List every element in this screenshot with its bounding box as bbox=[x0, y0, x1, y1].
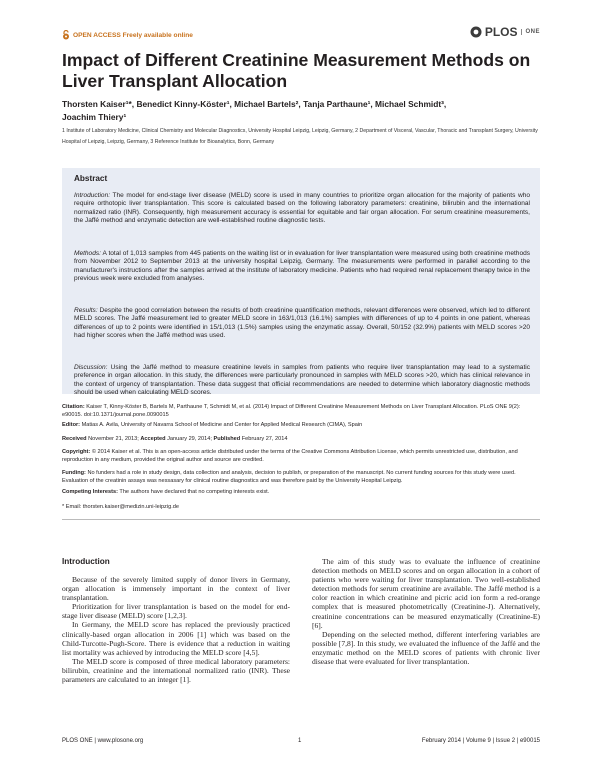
plos-logo-icon bbox=[470, 26, 482, 38]
intro-paragraph: Prioritization for liver transplantation is based on the model for end-stage liver disease (MELD) score [1,2,3]. bbox=[62, 602, 290, 621]
funding-text: No funders had a role in study design, data collection and analysis, decision to publish, or preparation of the manuscript. No current funding sources for this study were used. Evaluation of the creatinin assays was nessasary for clinical routine diagnostics and was therefore paid by the University Hospital Leipzig. bbox=[62, 470, 516, 484]
open-access-banner bbox=[62, 30, 193, 40]
open-lock-icon bbox=[62, 30, 70, 40]
intro-paragraph: Depending on the selected method, different interfering variables are possible [7,8]. In this study, we evaluated the influence of the Jaffé and the enzymatic method on the MELD scores of patients with chronic liver disease that were evaluated for liver transplantation. bbox=[312, 629, 540, 667]
abstract-results bbox=[74, 307, 530, 341]
copyright-text: © 2014 Kaiser et al. This is an open-access article distributed under the terms of the Creative Commons Attribution License, which permits unrestricted use, distribution, and reproduction in any medium, provided the original author and source are credited. bbox=[62, 449, 518, 463]
left-column bbox=[62, 575, 290, 684]
competing-interests bbox=[62, 489, 540, 497]
citation bbox=[62, 404, 540, 419]
abstract-results-label: Results: bbox=[74, 307, 98, 314]
abstract-methods-text: A total of 1,013 samples from 445 patients on the waiting list or in evaluation for liver transplantation were measured using both creatinine methods from November 2012 to September 2013 at the university hospital Leipzig, Germany. The measurements were performed in parallel according to the manufacturer's instructions after the samples arrived at the institute of laboratory medicine. Patients who had required renal replacement therapy twice in the previous week were excluded from analyses. bbox=[74, 250, 530, 283]
author-list bbox=[62, 98, 542, 124]
abstract-discussion-label: Discussion: bbox=[74, 364, 108, 371]
right-column bbox=[312, 557, 540, 666]
page-number: 1 bbox=[298, 738, 302, 744]
received-date: November 21, 2013; bbox=[86, 436, 141, 442]
intro-paragraph: In Germany, the MELD score has replaced the previously practiced clinically-based organ allocation in 2006 [1] which was based on the Child-Turcotte-Pugh-Score. There is evidence that a reduction in waiting list mortality was achieved by introducing the MELD score [4,5]. bbox=[62, 620, 290, 657]
section-divider bbox=[62, 519, 540, 520]
editor bbox=[62, 422, 540, 430]
funding-label: Funding: bbox=[62, 470, 86, 476]
competing-text: The authors have declared that no competing interests exist. bbox=[117, 489, 270, 495]
author-line-2: Joachim Thiery¹ bbox=[62, 112, 127, 122]
competing-label: Competing Interests: bbox=[62, 489, 118, 495]
article-title: Impact of Different Creatinine Measurement Methods on Liver Transplant Allocation bbox=[62, 50, 531, 91]
introduction-heading: Introduction bbox=[62, 557, 110, 566]
affiliations: 1 Institute of Laboratory Medicine, Clinical Chemistry and Molecular Diagnostics, University Hospital Leipzig, Leipzig, Germany, 2 Department of Visceral, Vascular, Thoracic and Transplant Surgery, University Hospital of Leipzig, Leipzig, Germany, 3 Reference Institute for Bioanalytics, Bonn, Germany bbox=[62, 128, 538, 145]
footer-issue: February 2014 | Volume 9 | Issue 2 | e90015 bbox=[421, 738, 540, 744]
plos-logo-text: PLOS bbox=[484, 25, 518, 39]
abstract-results-text: Despite the good correlation between the results of both creatinine quantification methods, relevant differences were observed, which led to different MELD scores. The Jaffé measurement led to greater MELD score in 163/1,013 (16.1%) samples with differences of up to 4 points in one patient, whereas differences of up to 2 points were identified in 15/1,013 (1.5%) samples using the enzymatic assay. Overall, 50/152 (32.9%) patients with MELD scores >20 had higher scores when the Jaffé method was used. bbox=[74, 307, 530, 340]
accepted-date: January 29, 2014; bbox=[165, 436, 214, 442]
plos-logo bbox=[470, 25, 540, 39]
abstract-intro-label: Introduction: bbox=[74, 192, 111, 199]
dates bbox=[62, 436, 540, 444]
intro-paragraph: The aim of this study was to evaluate the influence of creatinine detection methods on MELD scores and on organ allocation in a cohort of patients who were waiting for liver transplantation. Two well-established detection methods for serum creatinine are available. The Jaffé method is a color reaction in which creatinine and picric acid ion form a red-orange complex that is measured photometrically (Creatinine-J). Alternatively, creatinine concentrations can be measured enzymatically (Creatinine-E) [6]. bbox=[312, 557, 540, 630]
intro-paragraph: Because of the severely limited supply of donor livers in Germany, organ allocation is immensely important in the context of liver transplantation. bbox=[62, 575, 290, 603]
copyright bbox=[62, 449, 540, 464]
abstract-intro-text: The model for end-stage liver disease (MELD) score is used in many countries to prioritize organ allocation for the majority of patients who require orthotopic liver transplantation. This score is calculated based on the following laboratory parameters: creatinine, bilirubin and the international normalized ratio (INR). Consequently, high measurement accuracy is essential for equitable and fair organ allocation. For serum creatinine measurements, the Jaffé method and enzymatic detection are well-established routine diagnostic tests. bbox=[74, 192, 530, 225]
abstract-introduction bbox=[74, 192, 530, 226]
author-line-1: Thorsten Kaiser¹*, Benedict Kinny-Köster¹, Michael Bartels², Tanja Parthaune¹, Michael Schmidt³, bbox=[62, 99, 447, 109]
citation-text: Kaiser T, Kinny-Köster B, Bartels M, Parthaune T, Schmidt M, et al. (2014) Impact of Different Creatinine Measurement Methods on Liver Transplant Allocation. PLoS ONE 9(2): e90015. doi:10.1371/journal.pone.0090015 bbox=[62, 404, 521, 418]
corresponding-email: * Email: thorsten.kaiser@medizin.uni-leipzig.de bbox=[62, 504, 179, 510]
accepted-label: Accepted bbox=[140, 436, 166, 442]
citation-label: Citation: bbox=[62, 404, 85, 410]
published-date: February 27, 2014 bbox=[240, 436, 288, 442]
abstract-methods bbox=[74, 250, 530, 284]
funding bbox=[62, 470, 540, 485]
published-label: Published bbox=[213, 436, 241, 442]
abstract-discussion bbox=[74, 364, 530, 398]
abstract-discussion-text: Using the Jaffé method to measure creatinine levels in samples from patients who require liver transplantation may lead to a systematic preference in organ allocation. In this study, the differences were particularly pronounced in samples with MELD scores >20, which has clinical relevance in the context of urgency of transplantation. These data suggest that official recommendations are needed to determine which laboratory diagnostic methods should be used when calculating MELD scores. bbox=[74, 364, 530, 397]
editor-label: Editor: bbox=[62, 422, 81, 428]
editor-text: Matias A. Avila, University of Navarra School of Medicine and Center for Applied Medical Research (CIMA), Spain bbox=[80, 422, 363, 428]
intro-paragraph: The MELD score is composed of three medical laboratory parameters: bilirubin, creatinine and the international normalized ratio (INR). These parameters are calculated to an integer [1]. bbox=[62, 656, 290, 685]
copyright-label: Copyright: bbox=[62, 449, 91, 455]
footer-journal: PLOS ONE | www.plosone.org bbox=[62, 738, 144, 744]
abstract-box bbox=[62, 168, 540, 397]
plos-logo-sub: ONE bbox=[521, 29, 540, 35]
abstract-methods-label: Methods: bbox=[74, 250, 101, 257]
abstract-heading: Abstract bbox=[74, 174, 108, 183]
received-label: Received bbox=[62, 436, 87, 442]
open-access-text: OPEN ACCESS Freely available online bbox=[73, 31, 193, 39]
